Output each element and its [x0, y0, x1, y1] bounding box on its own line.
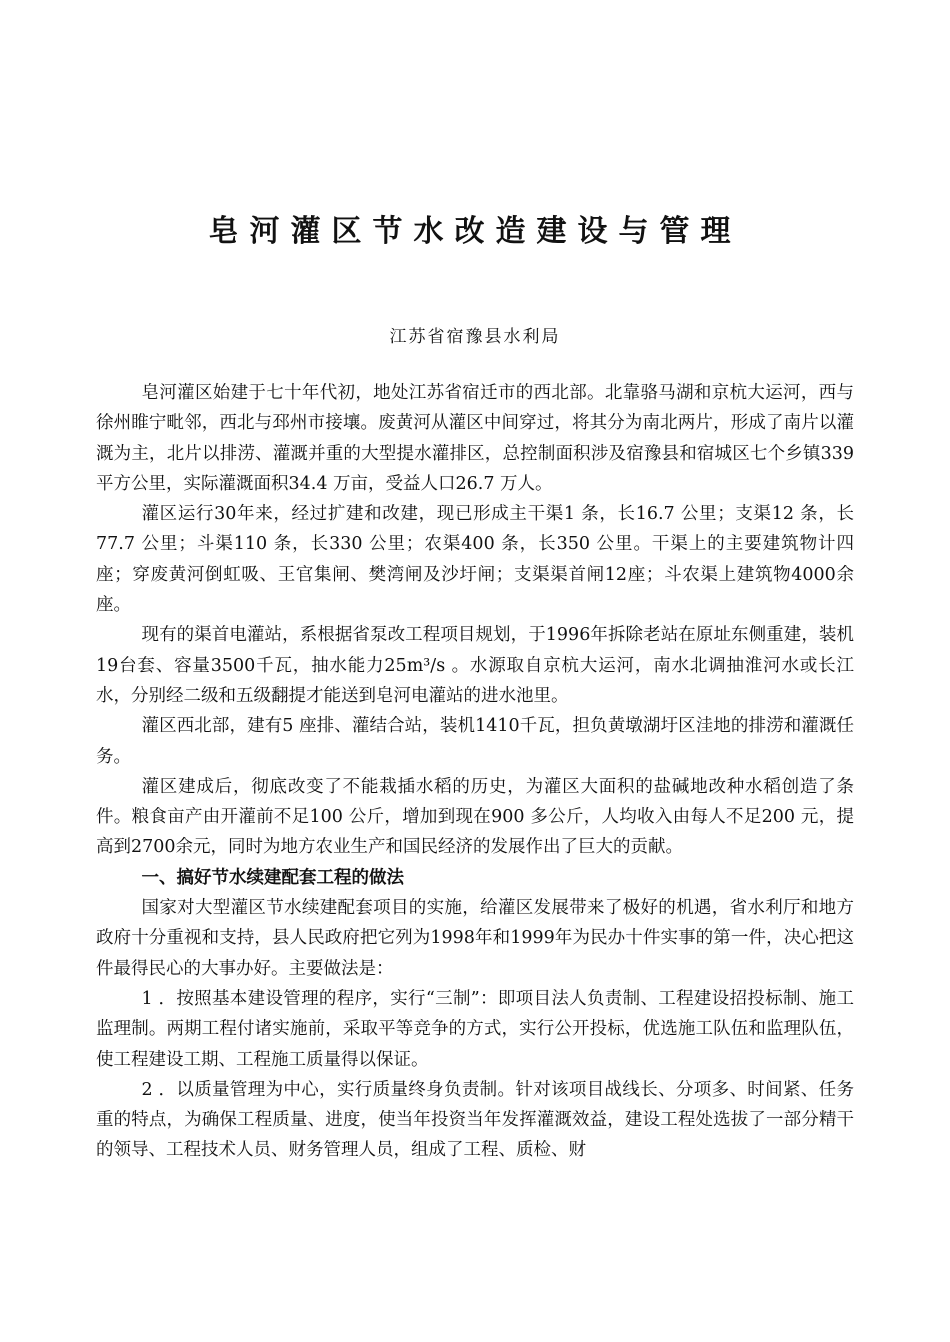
document-author: 江苏省宿豫县水利局: [389, 327, 561, 347]
document-title: 皂河灌区节水改造建设与管理: [208, 214, 742, 249]
paragraph: 灌区建成后，彻底改变了不能栽插水稻的历史，为灌区大面积的盐碱地改种水稻创造了条件。粮食亩产由开灌前不足100 公斤，增加到现在900 多公斤，人均收入由每人不足200 元，提高到2700余元，同时为地方农业生产和国民经济的发展作出了巨大的贡献。: [96, 776, 854, 858]
document-body: [96, 378, 854, 1166]
paragraph: 皂河灌区始建于七十年代初，地处江苏省宿迁市的西北部。北靠骆马湖和京杭大运河，西与徐州睢宁毗邻，西北与邳州市接壤。废黄河从灌区中间穿过，将其分为南北两片，形成了南片以灌溉为主，北片以排涝、灌溉并重的大型提水灌排区，总控制面积涉及宿豫县和宿城区七个乡镇339 平方公里，实际灌溉面积34.4 万亩，受益人口26.7 万人。: [96, 383, 854, 494]
paragraph: 现有的渠首电灌站，系根据省泵改工程项目规划，于1996年拆除老站在原址东侧重建，装机19台套、容量3500千瓦，抽水能力25m³/s 。水源取自京杭大运河，南水北调抽淮河水或长江水，分别经二级和五级翻提才能送到皂河电灌站的进水池里。: [96, 625, 854, 706]
paragraph: 国家对大型灌区节水续建配套项目的实施，给灌区发展带来了极好的机遇，省水利厅和地方政府十分重视和支持，县人民政府把它列为1998年和1999年为民办十件实事的第一件，决心把这件最得民心的大事办好。主要做法是：: [96, 898, 854, 979]
section-heading: 一、搞好节水续建配套工程的做法: [141, 867, 404, 888]
paragraph: 2 ．以质量管理为中心，实行质量终身负责制。针对该项目战线长、分项多、时间紧、任务重的特点，为确保工程质量、进度，使当年投资当年发挥灌溉效益，建设工程处选拔了一部分精干的领导、工程技术人员、财务管理人员，组成了工程、质检、财: [96, 1079, 854, 1161]
paragraph: 灌区西北部，建有5 座排、灌结合站，装机1410千瓦，担负黄墩湖圩区洼地的排涝和灌溉任务。: [96, 716, 854, 767]
paragraph: 灌区运行30年来，经过扩建和改建，现已形成主干渠1 条，长16.7 公里；支渠12 条，长77.7 公里；斗渠110 条，长330 公里；农渠400 条，长350 公里。干渠上的主要建筑物计四座；穿废黄河倒虹吸、王官集闸、樊湾闸及沙圩闸；支渠渠首闸12座；斗农渠上建筑物4000余座。: [96, 504, 854, 616]
paragraph: 1 ．按照基本建设管理的程序，实行“三制”：即项目法人负责制、工程建设招投标制、施工监理制。两期工程付诸实施前，采取平等竞争的方式，实行公开投标，优选施工队伍和监理队伍，使工程建设工期、工程施工质量得以保证。: [96, 988, 854, 1070]
